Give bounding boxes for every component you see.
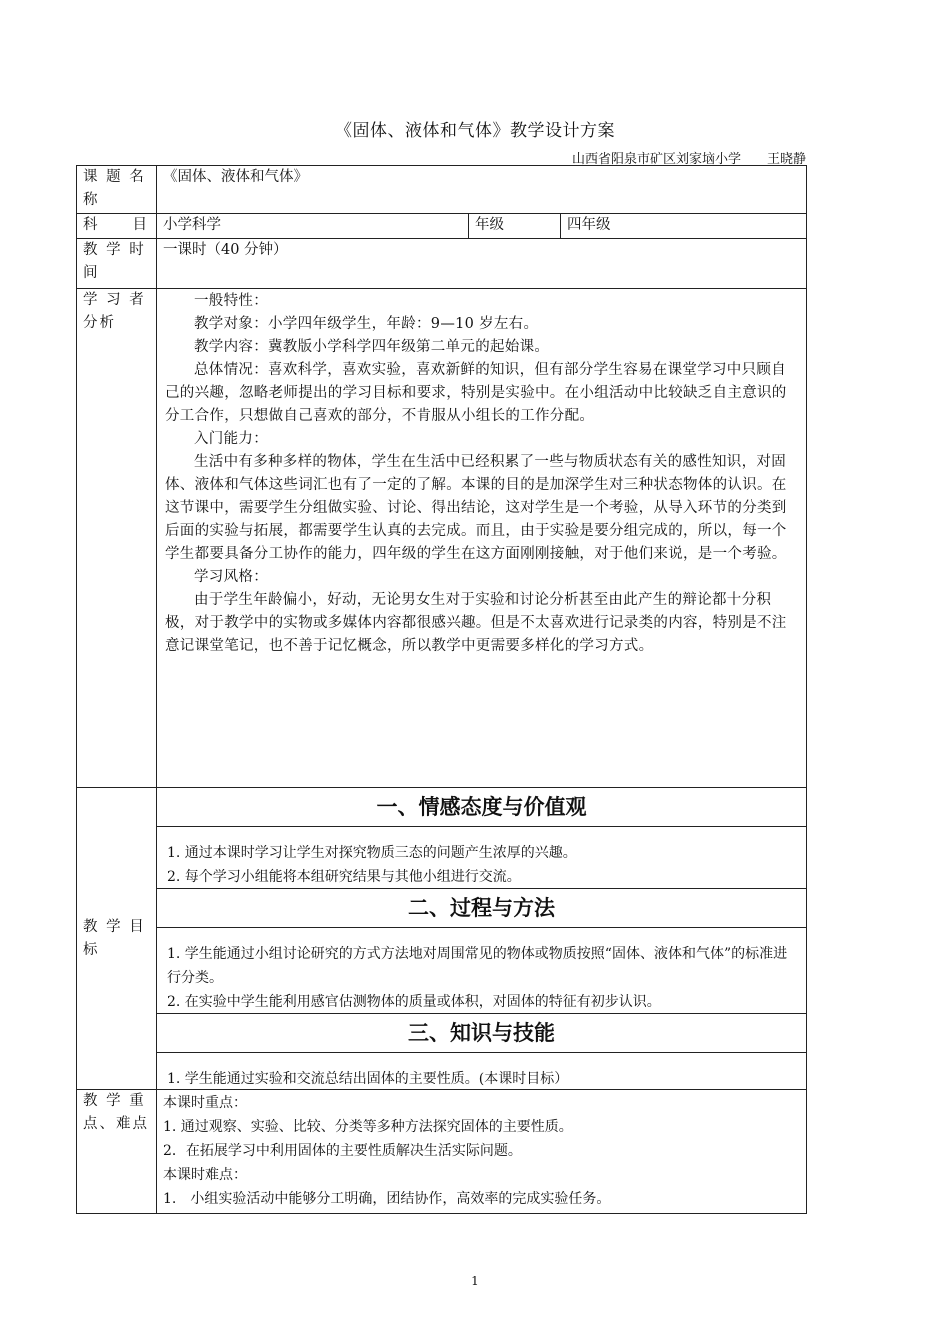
author-line: 山西省阳泉市矿区刘家垴小学 王晓静	[571, 152, 806, 167]
learner-paragraph: 生活中有多种多样的物体，学生在生活中已经积累了一些与物质状态有关的感性知识，对固体、液体和气体这些词汇也有了一定的了解。本课的目的是加深学生对三种状态物体的认识。在这节课中，需要学生分组做实验、讨论、得出结论，这对学生是一个考验，从导入环节的分类到后面的实验与拓展，都需要学生认真的去完成。而且，由于实验是要分组完成的，所以，每一个学生都要具备分工协作的能力，四年级的学生在这方面刚刚接触，对于他们来说，是一个考验。	[165, 454, 787, 562]
goal-item: 1. 学生能通过小组讨论研究的方式方法地对周围常见的物体或物质按照“固体、液体和气体”的标准进行分类。	[167, 946, 788, 986]
goal-section-knowledge	[157, 1014, 806, 1089]
document-title: 《固体、液体和气体》教学设计方案	[335, 121, 615, 141]
subject-value: 小学科学	[157, 214, 469, 239]
learner-line: 教学对象：小学四年级学生，年龄：9—10 岁左右。	[194, 316, 539, 332]
row-learner-analysis	[77, 289, 807, 788]
goal-section-attitude	[157, 788, 806, 889]
row-subject	[77, 214, 807, 239]
learner-line: 教学内容：冀教版小学科学四年级第二单元的起始课。	[194, 339, 550, 355]
learner-line: 学习风格：	[194, 569, 268, 585]
goal-heading: 一、情感态度与价值观	[157, 788, 806, 827]
row-time	[77, 239, 807, 289]
topic-value: 《固体、液体和气体》	[157, 166, 807, 214]
goal-items	[163, 827, 800, 891]
time-label: 教 学 时间	[77, 239, 157, 289]
learner-content	[157, 289, 807, 788]
goal-item: 2. 在实验中学生能利用感官估测物体的质量或体积，对固体的特征有初步认识。	[167, 994, 661, 1010]
goal-heading: 二、过程与方法	[157, 889, 806, 928]
goal-items	[163, 928, 800, 1016]
row-keypoints	[77, 1090, 807, 1214]
goal-item: 1. 通过本课时学习让学生对探究物质三态的问题产生浓厚的兴趣。	[167, 845, 577, 861]
goal-section-process	[157, 889, 806, 1014]
subject-label: 科 目	[77, 214, 157, 239]
learner-label: 学 习 者分析	[77, 289, 157, 788]
keypoints-label: 教 学 重点、难点	[77, 1090, 157, 1214]
keypoint-line: 1. 通过观察、实验、比较、分类等多种方法探究固体的主要性质。	[163, 1119, 573, 1135]
goals-label	[77, 788, 157, 1090]
row-goals	[77, 788, 807, 1090]
time-value: 一课时（40 分钟）	[157, 239, 807, 289]
grade-value: 四年级	[561, 214, 807, 239]
row-topic	[77, 166, 807, 214]
topic-label: 课 题 名称	[77, 166, 157, 214]
goal-item: 1. 学生能通过实验和交流总结出固体的主要性质。(本课时目标）	[167, 1071, 569, 1087]
keypoint-line: 本课时重点：	[163, 1095, 247, 1111]
page-number: 1	[471, 1274, 479, 1288]
keypoint-line: 本课时难点：	[163, 1167, 247, 1183]
goals-label-text: 教 学 目标	[83, 918, 146, 958]
learner-line: 入门能力：	[194, 431, 268, 447]
goal-item: 2. 每个学习小组能将本组研究结果与其他小组进行交流。	[167, 869, 521, 885]
goal-items	[163, 1053, 800, 1093]
learner-line: 一般特性：	[194, 293, 268, 309]
goal-heading: 三、知识与技能	[157, 1014, 806, 1053]
keypoints-content	[157, 1090, 807, 1214]
keypoint-line: 1. 小组实验活动中能够分工明确，团结协作，高效率的完成实验任务。	[163, 1191, 611, 1207]
grade-label: 年级	[469, 214, 561, 239]
learner-paragraph: 由于学生年龄偏小，好动，无论男女生对于实验和讨论分析甚至由此产生的辩论都十分积极，对于教学中的实物或多媒体内容都很感兴趣。但是不太喜欢进行记录类的内容，特别是不注意记课堂笔记，也不善于记忆概念，所以教学中更需要多样化的学习方式。	[165, 592, 787, 654]
goals-content	[157, 788, 807, 1090]
learner-paragraph: 总体情况：喜欢科学，喜欢实验，喜欢新鲜的知识，但有部分学生容易在课堂学习中只顾自己的兴趣，忽略老师提出的学习目标和要求，特别是实验中。在小组活动中比较缺乏自主意识的分工合作，只想做自己喜欢的部分，不肯服从小组长的工作分配。	[165, 362, 787, 424]
lesson-plan-table	[76, 165, 807, 1214]
keypoint-line: 2．在拓展学习中利用固体的主要性质解决生活实际问题。	[163, 1143, 522, 1159]
